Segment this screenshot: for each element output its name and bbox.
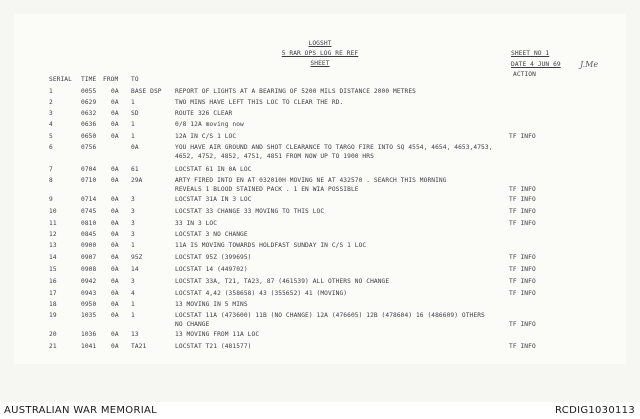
row-to: SD: [131, 110, 139, 117]
archive-name: AUSTRALIAN WAR MEMORIAL: [4, 405, 157, 416]
row-serial: 2: [49, 99, 53, 106]
row-to: 14: [131, 266, 139, 273]
row-entry-text: LOCSTAT 14 (449702): [175, 266, 248, 273]
row-from: 0A: [111, 88, 119, 95]
row-from: 0A: [111, 220, 119, 227]
row-entry-text: LOCSTAT 31A IN 3 LOC: [175, 196, 252, 203]
sheet-number: SHEET NO 1: [511, 50, 550, 57]
row-serial: 7: [49, 166, 53, 173]
row-entry-text: 11A IS MOVING TOWARDS HOLDFAST SUNDAY IN C/S 1 LOC: [175, 242, 367, 249]
row-entry-text: TWO MINS HAVE LEFT THIS LOC TO CLEAR THE RD.: [175, 99, 344, 106]
row-time: 0704: [81, 166, 97, 173]
row-from: 0A: [111, 254, 119, 261]
row-serial: 20: [49, 331, 57, 338]
column-header-from: FROM: [103, 76, 119, 83]
row-to: TA21: [131, 343, 147, 350]
row-time: 0714: [81, 196, 97, 203]
column-header-to: TO: [131, 76, 139, 83]
row-to: 61: [131, 166, 139, 173]
row-time: 0629: [81, 99, 97, 106]
row-to: 1: [131, 312, 135, 319]
sheet-date: DATE 4 JUN 69: [511, 61, 561, 68]
row-from: 0A: [111, 99, 119, 106]
header-title: LOGSHT: [308, 40, 332, 47]
row-from: 0A: [111, 242, 119, 249]
row-action: TF INFO: [509, 133, 536, 140]
row-time: 0810: [81, 220, 97, 227]
row-serial: 15: [49, 266, 57, 273]
row-from: 0A: [111, 110, 119, 117]
row-serial: 5: [49, 133, 53, 140]
row-from: 0A: [111, 133, 119, 140]
row-to: 3: [131, 196, 135, 203]
row-action: TF INFO: [509, 208, 536, 215]
row-to: 13: [131, 331, 139, 338]
row-time: 0756: [81, 144, 97, 151]
row-to: 1: [131, 121, 135, 128]
archive-footer: [0, 402, 640, 419]
row-to: 29A: [131, 177, 143, 184]
row-serial: 9: [49, 196, 53, 203]
row-entry-text: LOCSTAT 33A, T21, TA23, 87 (461539) ALL OTHERS NO CHANGE: [175, 278, 390, 285]
row-action: TF INFO: [509, 278, 536, 285]
row-entry-text: LOCSTAT 4,42 (358658) 43 (355652) 41 (MOVING): [175, 290, 348, 297]
row-entry-text: ARTY FIRED INTO EN AT 032010H MOVING NE AT 432570 . SEARCH THIS MORNING: [175, 177, 447, 184]
row-to: 3: [131, 231, 135, 238]
row-entry-text: 4652, 4752, 4852, 4751, 4851 FROM NOW UP TO 1900 HRS: [175, 153, 374, 160]
row-serial: 14: [49, 254, 57, 261]
row-entry-text: REPORT OF LIGHTS AT A BEARING OF 5200 MILS DISTANCE 2000 METRES: [175, 88, 416, 95]
row-from: 0A: [111, 331, 119, 338]
column-header-time: TIME: [81, 76, 97, 83]
row-time: 0950: [81, 301, 97, 308]
row-action: TF INFO: [509, 220, 536, 227]
row-entry-text: 33 IN 3 LOC: [175, 220, 218, 227]
row-time: 1041: [81, 343, 97, 350]
row-time: 0055: [81, 88, 97, 95]
row-time: 0650: [81, 133, 97, 140]
row-to: 0A: [131, 144, 139, 151]
row-action: TF INFO: [509, 254, 536, 261]
row-serial: 16: [49, 278, 57, 285]
column-header-serial: SERIAL: [49, 76, 72, 83]
row-serial: 8: [49, 177, 53, 184]
archive-reference: RCDIG1030113: [555, 405, 635, 416]
row-entry-text: REVEALS 1 BLOOD STAINED PACK . 1 EN WIA POSSIBLE: [175, 186, 359, 193]
row-entry-text: ROUTE 326 CLEAR: [175, 110, 233, 117]
row-from: 0A: [111, 166, 119, 173]
row-from: 0A: [111, 177, 119, 184]
row-to: 1: [131, 301, 135, 308]
row-action: TF INFO: [509, 290, 536, 297]
row-time: 1035: [81, 312, 97, 319]
row-to: 1: [131, 133, 135, 140]
row-serial: 6: [49, 144, 53, 151]
row-serial: 12: [49, 231, 57, 238]
header-sheet-label: SHEET: [310, 60, 330, 67]
row-from: 0A: [111, 312, 119, 319]
row-time: 0710: [81, 177, 97, 184]
row-entry-text: LOCSTAT 11A (473600) 11B (NO CHANGE) 12A (476605) 12B (478604) 16 (486609) OTHERS: [175, 312, 485, 319]
row-time: 0632: [81, 110, 97, 117]
row-serial: 17: [49, 290, 57, 297]
row-time: 1036: [81, 331, 97, 338]
row-serial: 10: [49, 208, 57, 215]
header-subtitle: 5 RAR OPS LOG RE REF: [281, 50, 359, 57]
row-to: 3: [131, 220, 135, 227]
action-column-header: ACTION: [513, 71, 536, 78]
row-time: 0845: [81, 231, 97, 238]
row-from: 0A: [111, 231, 119, 238]
row-entry-text: LOCSTAT 61 IN 0A LOC: [175, 166, 252, 173]
row-serial: 3: [49, 110, 53, 117]
row-entry-text: 13 MOVING FROM 11A LOC: [175, 331, 260, 338]
row-from: 0A: [111, 121, 119, 128]
row-time: 0908: [81, 266, 97, 273]
row-entry-text: YOU HAVE AIR GROUND AND SHOT CLEARANCE TO TARGO FIRE INTO SQ 4554, 4654, 4653,4753,: [175, 144, 493, 151]
row-time: 0943: [81, 290, 97, 297]
row-serial: 13: [49, 242, 57, 249]
row-to: 1: [131, 99, 135, 106]
row-entry-text: LOCSTAT 33 CHANGE 33 MOVING TO THIS LOC: [175, 208, 325, 215]
row-from: 0A: [111, 301, 119, 308]
row-from: 0A: [111, 196, 119, 203]
row-entry-text: LOCSTAT 3 NO CHANGE: [175, 231, 248, 238]
row-time: 0907: [81, 254, 97, 261]
row-serial: 1: [49, 88, 53, 95]
row-action: TF INFO: [509, 343, 536, 350]
row-from: 0A: [111, 290, 119, 297]
row-entry-text: 13 MOVING IN 5 MINS: [175, 301, 248, 308]
row-to: 4: [131, 290, 135, 297]
row-time: 0745: [81, 208, 97, 215]
row-action: TF INFO: [509, 186, 536, 193]
row-entry-text: 12A IN C/S 1 LOC: [175, 133, 237, 140]
row-action: TF INFO: [509, 266, 536, 273]
row-from: 0A: [111, 208, 119, 215]
row-action: TF INFO: [509, 196, 536, 203]
row-time: 0900: [81, 242, 97, 249]
row-to: 3: [131, 278, 135, 285]
row-entry-text: NO CHANGE: [175, 321, 210, 328]
row-serial: 18: [49, 301, 57, 308]
row-entry-text: LOCSTAT T21 (481577): [175, 343, 252, 350]
row-from: 0A: [111, 266, 119, 273]
row-time: 0636: [81, 121, 97, 128]
row-from: 0A: [111, 343, 119, 350]
row-to: 1: [131, 242, 135, 249]
row-action: TF INFO: [509, 321, 536, 328]
row-serial: 19: [49, 312, 57, 319]
row-entry-text: LOCSTAT 95Z (399695): [175, 254, 252, 261]
handwritten-initials: J.Me: [580, 60, 599, 69]
row-time: 0942: [81, 278, 97, 285]
row-to: BASE DSP: [131, 88, 162, 95]
row-serial: 4: [49, 121, 53, 128]
row-serial: 11: [49, 220, 57, 227]
row-serial: 21: [49, 343, 57, 350]
row-to: 95Z: [131, 254, 143, 261]
row-entry-text: 0/8 12A moving now: [175, 121, 244, 128]
row-from: 0A: [111, 278, 119, 285]
row-to: 3: [131, 208, 135, 215]
